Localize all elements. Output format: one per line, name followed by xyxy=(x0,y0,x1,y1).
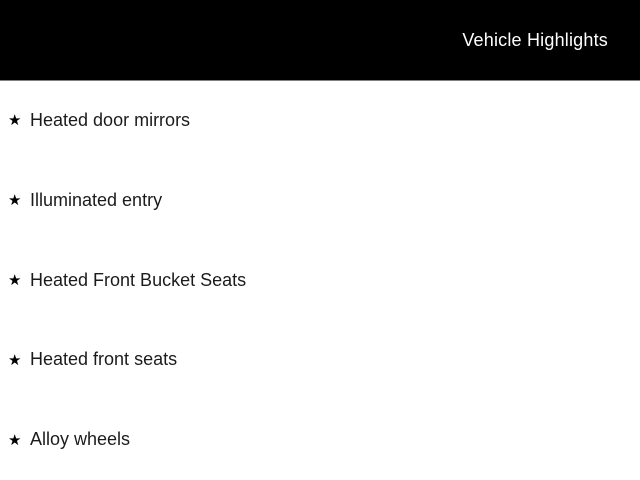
star-icon: ★ xyxy=(8,431,22,449)
highlight-label: Illuminated entry xyxy=(30,189,163,210)
star-icon: ★ xyxy=(8,112,22,130)
highlight-label: Heated Front Bucket Seats xyxy=(30,269,247,290)
list-item xyxy=(0,349,640,371)
star-icon: ★ xyxy=(8,271,22,289)
star-icon: ★ xyxy=(8,192,22,210)
list-item xyxy=(0,270,640,292)
page-title: Vehicle Highlights xyxy=(462,30,608,50)
star-icon: ★ xyxy=(8,351,22,369)
list-item xyxy=(0,110,640,132)
highlight-label: Heated door mirrors xyxy=(30,110,191,131)
highlight-label: Alloy wheels xyxy=(30,429,131,450)
highlights-list xyxy=(0,81,640,480)
list-item xyxy=(0,429,640,451)
list-item xyxy=(0,190,640,212)
header-bar xyxy=(0,0,640,81)
highlight-label: Heated front seats xyxy=(30,349,178,370)
